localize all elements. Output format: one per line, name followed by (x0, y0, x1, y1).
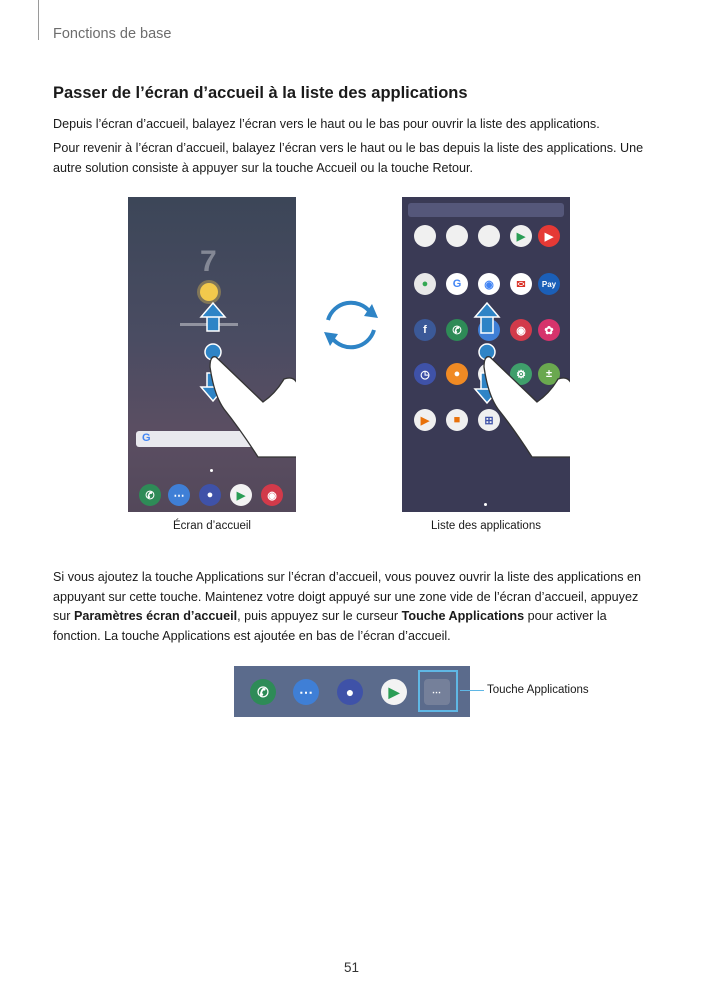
caption-home-screen: Écran d’accueil (173, 520, 251, 532)
p3-text-c: , puis appuyez sur le curseur (237, 609, 402, 623)
phone-icon: ✆ (139, 484, 161, 506)
play-store-icon: ▶ (510, 225, 532, 247)
clock-widget: 7 (200, 245, 217, 278)
paragraph-2: Pour revenir à l’écran d’accueil, balayez l’écran vers le haut ou le bas depuis la liste des applications. Une autre solution consiste à appuyer sur la touche Accueil ou la touche Retour. (53, 141, 644, 175)
p3-bold-apps-button: Touche Applications (401, 609, 525, 623)
phone-icon: ✆ (250, 679, 276, 705)
samsung-notes-icon: ■ (446, 409, 468, 431)
google-g-icon: G (142, 432, 151, 444)
swipe-gesture-overlay (402, 197, 570, 512)
camera-icon: ◉ (261, 484, 283, 506)
callout-line (460, 690, 484, 691)
settings-icon: ⚙ (510, 363, 532, 385)
internet-icon: ● (337, 679, 363, 705)
swipe-gesture-overlay (128, 197, 296, 512)
camera-icon: ◉ (510, 319, 532, 341)
swipe-arrow-up-icon (201, 303, 225, 331)
youtube-icon: ▶ (538, 225, 560, 247)
google-icon: G (446, 273, 468, 295)
apps-list-illustration (402, 197, 570, 512)
contacts-icon: ● (446, 363, 468, 385)
play-games-icon: ▶ (414, 409, 436, 431)
messages-icon: ⋯ (168, 484, 190, 506)
sync-arrows-icon (316, 290, 386, 360)
home-screen-illustration (128, 197, 296, 512)
calculator-icon: ± (538, 363, 560, 385)
paragraph-1: Depuis l’écran d’accueil, balayez l’écran vers le haut ou le bas pour ouvrir la liste des applications. (53, 117, 600, 131)
p3-text-e: pour activer la fonction. La touche Applications est ajoutée en bas de l’écran d’accueil. (53, 609, 607, 643)
swipe-arrow-up-icon (475, 303, 499, 333)
callout-apps-button: Touche Applications (487, 684, 589, 696)
play-store-icon: ▶ (230, 484, 252, 506)
chrome-icon: ◉ (478, 273, 500, 295)
section-header: Fonctions de base (53, 26, 172, 42)
paragraph-3 (53, 568, 653, 646)
p3-text-a: Si vous ajoutez la touche Applications sur l’écran d’accueil, vous pouvez ouvrir la liste des applications en appuyant sur cette touche. Maintenez votre doigt appuyé sur une zone vide de l’écran d’accueil, appuyez sur (53, 570, 642, 623)
section-rule (38, 0, 39, 40)
samsung-pay-icon: Pay (538, 273, 560, 295)
gmail-icon: ✉ (510, 273, 532, 295)
page-title: Passer de l’écran d’accueil à la liste des applications (53, 84, 468, 102)
maps-icon: ● (414, 273, 436, 295)
clock-icon: ◷ (414, 363, 436, 385)
apps-button-highlight (418, 670, 458, 712)
page-number: 51 (343, 960, 360, 975)
hand-icon (484, 357, 570, 457)
smart-manager-icon: ⊞ (478, 409, 500, 431)
play-store-icon: ▶ (381, 679, 407, 705)
caption-apps-list: Liste des applications (431, 520, 541, 532)
facebook-icon: f (414, 319, 436, 341)
hand-icon (210, 357, 296, 457)
p3-bold-home-settings: Paramètres écran d’accueil (74, 609, 238, 623)
phone-icon: ✆ (446, 319, 468, 341)
gallery-icon: ✿ (538, 319, 560, 341)
apps-grid-icon: ⋯ (424, 679, 450, 705)
internet-icon: ● (199, 484, 221, 506)
messages-icon: ⋯ (293, 679, 319, 705)
